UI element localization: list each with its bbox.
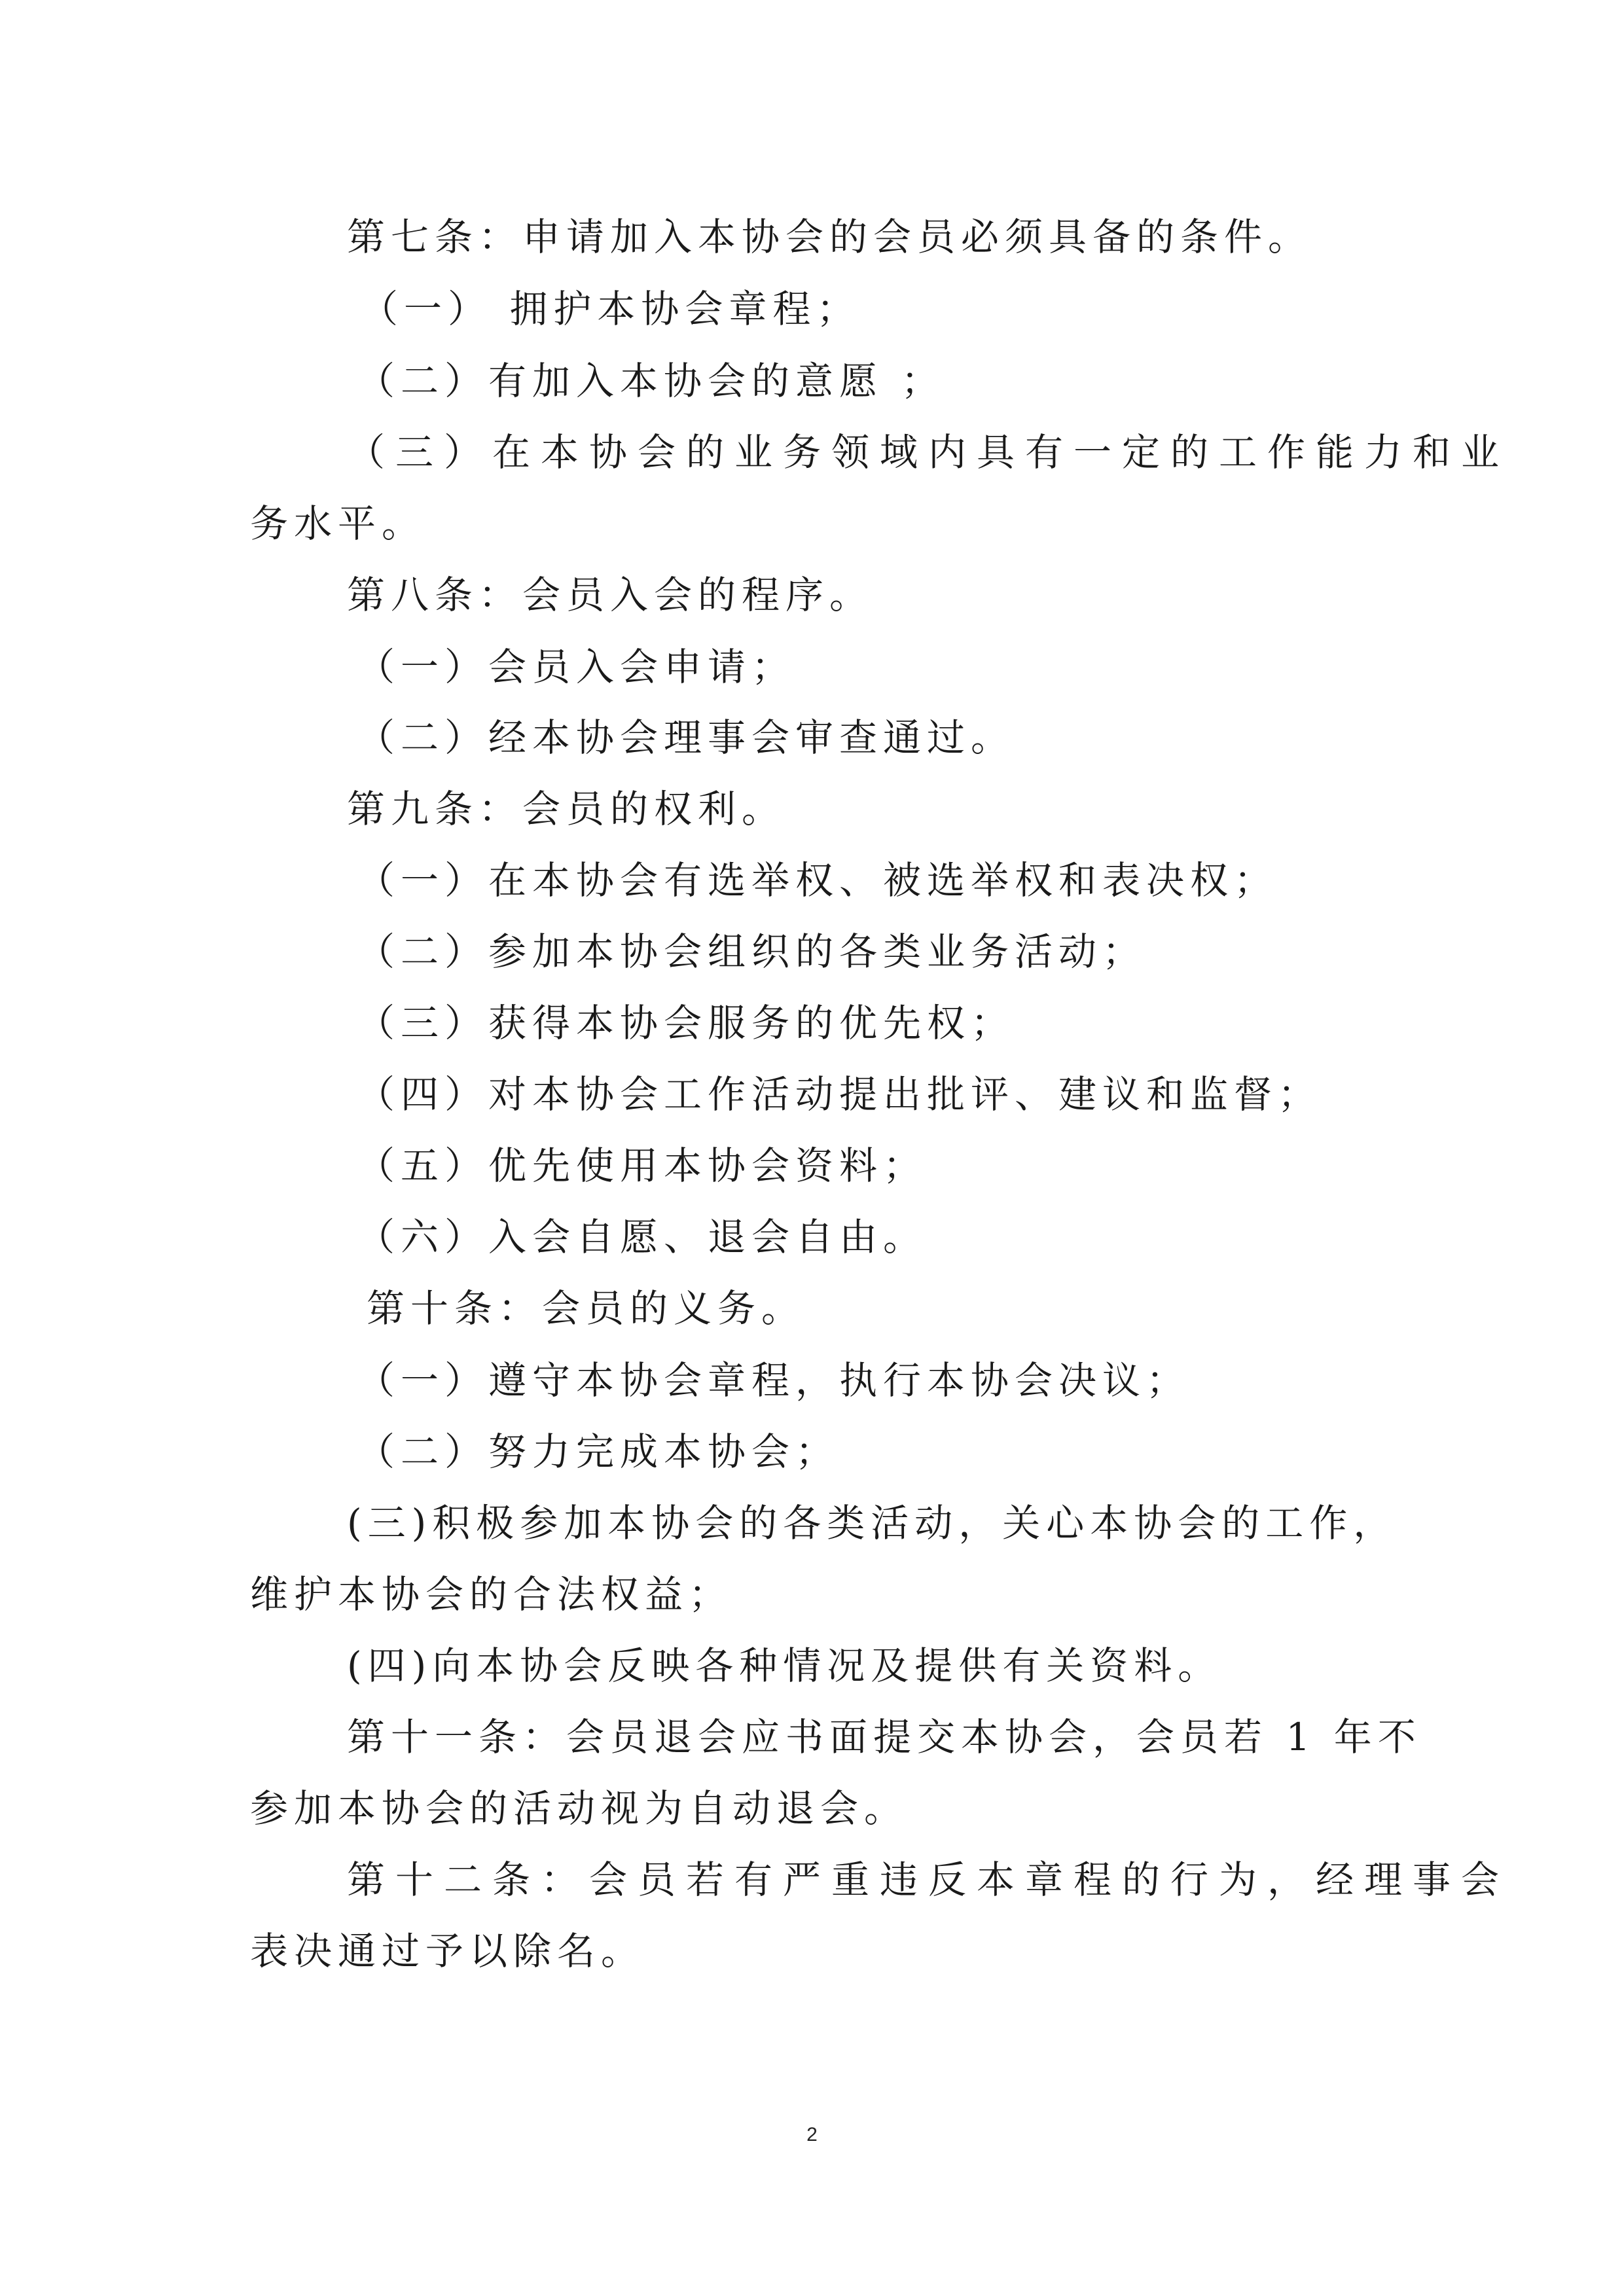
article-9-heading: 第九条：会员的权利。: [347, 787, 786, 831]
article-8-heading: 第八条：会员入会的程序。: [347, 573, 874, 617]
article-12-text: 第十二条：会员若有严重违反本章程的行为，经理事会: [347, 1857, 1510, 1902]
article-7-item-1: （一） 拥护本协会章程；: [360, 287, 861, 331]
article-10-item-3: (三)积极参加本协会的各类活动，关心本协会的工作，: [347, 1501, 1398, 1545]
article-7-item-2: （二）有加入本协会的意愿 ；: [357, 359, 945, 403]
article-10-item-1: （一）遵守本协会章程，执行本协会决议；: [357, 1358, 1191, 1403]
article-9-item-3: （三）获得本协会服务的优先权；: [357, 1001, 1015, 1045]
article-10-heading: 第十条：会员的义务。: [367, 1286, 806, 1331]
article-9-item-2: （二）参加本协会组织的各类业务活动；: [357, 929, 1147, 974]
article-9-item-6: （六）入会自愿、退会自由。: [357, 1215, 928, 1259]
article-11-text: 第十一条：会员退会应书面提交本协会，会员若 1 年不: [347, 1715, 1422, 1759]
article-9-item-1: （一）在本协会有选举权、被选举权和表决权；: [357, 858, 1278, 903]
article-8-item-2: （二）经本协会理事会审查通过。: [357, 715, 1015, 760]
article-8-item-1: （一）会员入会申请；: [357, 645, 796, 689]
article-10-item-4: (四)向本协会反映各种情况及提供有关资料。: [347, 1643, 1222, 1688]
article-7-heading: 第七条：申请加入本协会的会员必须具备的条件。: [347, 215, 1312, 259]
article-7-item-3-continued: 务水平。: [250, 501, 426, 546]
article-9-item-4: （四）对本协会工作活动提出批评、建议和监督；: [357, 1072, 1322, 1117]
article-7-item-3: （三）在本协会的业务领域内具有一定的工作能力和业: [347, 430, 1510, 475]
article-10-item-3-continued: 维护本协会的合法权益；: [250, 1572, 733, 1617]
article-12-text-continued: 表决通过予以除名。: [250, 1929, 645, 1973]
page-number: 2: [806, 2124, 818, 2145]
article-11-text-continued: 参加本协会的活动视为自动退会。: [250, 1786, 909, 1831]
article-9-item-5: （五）优先使用本协会资料；: [357, 1143, 928, 1188]
article-10-item-2: （二）努力完成本协会；: [357, 1429, 840, 1474]
